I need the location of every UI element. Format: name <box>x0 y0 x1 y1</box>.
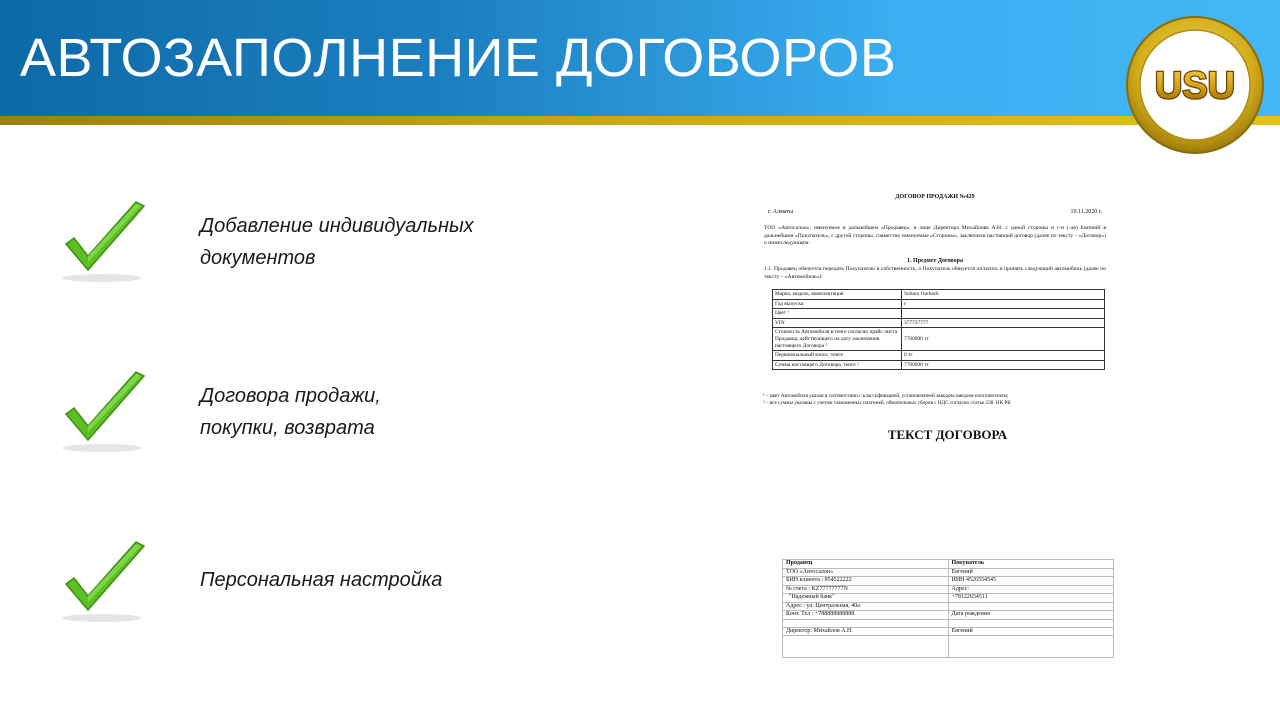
table-row <box>773 318 1105 328</box>
table-row <box>773 309 1105 319</box>
table-cell-value <box>902 309 1105 319</box>
table-cell-label: Первоначальный взнос, тенге <box>773 351 902 361</box>
checkmark-icon <box>58 200 150 284</box>
contract-clause: 1.1. Продавец обязуется передать Покупателю в собственность, а Покупатель обязуется оплатить и принять следующий автомобиль (далее по тексту – «Автомобиль»): <box>764 266 1106 280</box>
seller-cell: № счета : KZ77777777N <box>783 585 949 594</box>
seller-cell: БИН клиента : 854522222 <box>783 577 949 586</box>
contract-city: г. Алматы <box>768 209 794 215</box>
buyer-cell: +78122654511 <box>948 594 1114 603</box>
table-cell-label: Сумма настоящего Договора, тенге ² <box>773 360 902 370</box>
contract-date: 19.11.2020 г. <box>1070 209 1102 215</box>
table-cell-value: Subaru Outback <box>902 290 1105 300</box>
table-row <box>773 328 1105 351</box>
buyer-cell: Евгений <box>948 568 1114 577</box>
table-cell-label: Стоимость Автомобиля в тенге согласно прайс-листа Продавца, действующего на дату заключения настоящего Договора ² <box>773 328 902 351</box>
buyer-cell: ИИН 4526554545 <box>948 577 1114 586</box>
table-row <box>783 560 1114 569</box>
feature-text <box>200 380 381 444</box>
buyer-header: Покупатель <box>948 560 1114 569</box>
buyer-cell: Дата рождения <box>948 611 1114 620</box>
table-row <box>783 585 1114 594</box>
table-row <box>783 611 1114 620</box>
checkmark-icon <box>58 540 150 624</box>
slide-title: АВТОЗАПОЛНЕНИЕ ДОГОВОРОВ <box>20 28 897 88</box>
table-cell-label: Год выпуска <box>773 299 902 309</box>
table-row <box>773 299 1105 309</box>
party-details-table <box>782 559 1114 658</box>
feature-line-1: Персональная настройка <box>200 569 443 591</box>
table-cell-label: VIN <box>773 318 902 328</box>
feature-text <box>200 210 474 274</box>
seller-cell: "Надежный банк" <box>783 594 949 603</box>
logo-text: USU <box>1154 65 1236 107</box>
usu-logo <box>1124 14 1266 156</box>
table-row <box>783 594 1114 603</box>
contract-intro: ТОО «Автосалон», именуемое в дальнейшем «Продавец», в лице Директора Михайлова А.Н. с одной стороны и г-н (-ая) Евгений в дальнейшем «Покупатель», с другой стороны, совместно именуемые «Стороны», заключили настоящий договор (далее по тексту – «Договор») о нижеследующем: <box>764 225 1106 247</box>
table-row <box>783 568 1114 577</box>
table-cell-value: г <box>902 299 1105 309</box>
seller-cell: Адрес : ул. Центральная, 40а <box>783 602 949 611</box>
table-row <box>783 619 1114 627</box>
table-cell-value: 377737777 <box>902 318 1105 328</box>
table-cell-label: Цвет ¹ <box>773 309 902 319</box>
table-cell-value: 7700000 тг <box>902 328 1105 351</box>
contract-preview <box>760 192 1110 447</box>
table-cell-value: 0 тг <box>902 351 1105 361</box>
contract-title: ДОГОВОР ПРОДАЖИ №429 <box>895 194 975 200</box>
checkmark-icon <box>58 370 150 454</box>
table-cell-value: 7700000 тг <box>902 360 1105 370</box>
feature-line-1: Договора продажи, <box>200 385 381 407</box>
contract-section-heading: 1. Предмет Договора <box>907 258 963 264</box>
feature-item-contracts <box>0 366 700 466</box>
buyer-cell: Адрес: <box>948 585 1114 594</box>
contract-footnote-2: ² – все суммы указаны с учетом таможенных платежей, обязательных сборов с НДС согласно статье 238. НК РК <box>763 400 1011 406</box>
table-row <box>773 360 1105 370</box>
table-row-signature <box>783 636 1114 658</box>
table-row <box>783 627 1114 636</box>
table-cell-label: Марка, модель, комплектация <box>773 290 902 300</box>
seller-cell <box>783 619 949 627</box>
table-row <box>773 290 1105 300</box>
vehicle-table <box>772 289 1105 370</box>
contract-text-label: ТЕКСТ ДОГОВОРА <box>887 427 1008 442</box>
feature-line-2: покупки, возврата <box>200 417 375 439</box>
buyer-cell <box>948 619 1114 627</box>
seller-cell: Конт. Тел : +788888888888 <box>783 611 949 620</box>
feature-item-individual-documents <box>0 196 700 296</box>
buyer-signature-cell <box>948 636 1114 658</box>
buyer-cell <box>948 602 1114 611</box>
buyer-cell: Евгений <box>948 627 1114 636</box>
seller-signature-cell <box>783 636 949 658</box>
table-row <box>773 351 1105 361</box>
seller-header: Продавец <box>783 560 949 569</box>
feature-line-1: Добавление индивидуальных <box>200 215 474 237</box>
seller-cell: ТОО «Автосалон» <box>783 568 949 577</box>
table-row <box>783 577 1114 586</box>
feature-line-2: документов <box>200 247 316 269</box>
header-gold-stripe <box>0 116 1280 125</box>
feature-text <box>200 564 442 596</box>
feature-item-personal-settings <box>0 536 700 636</box>
contract-footnote-1: ¹ – цвет Автомобиля указан в соответствии с классификацией, установленной заводом-заводом-изготовителем; <box>763 393 1009 399</box>
seller-cell: Директор: Михайлов А.Н. <box>783 627 949 636</box>
table-row <box>783 602 1114 611</box>
